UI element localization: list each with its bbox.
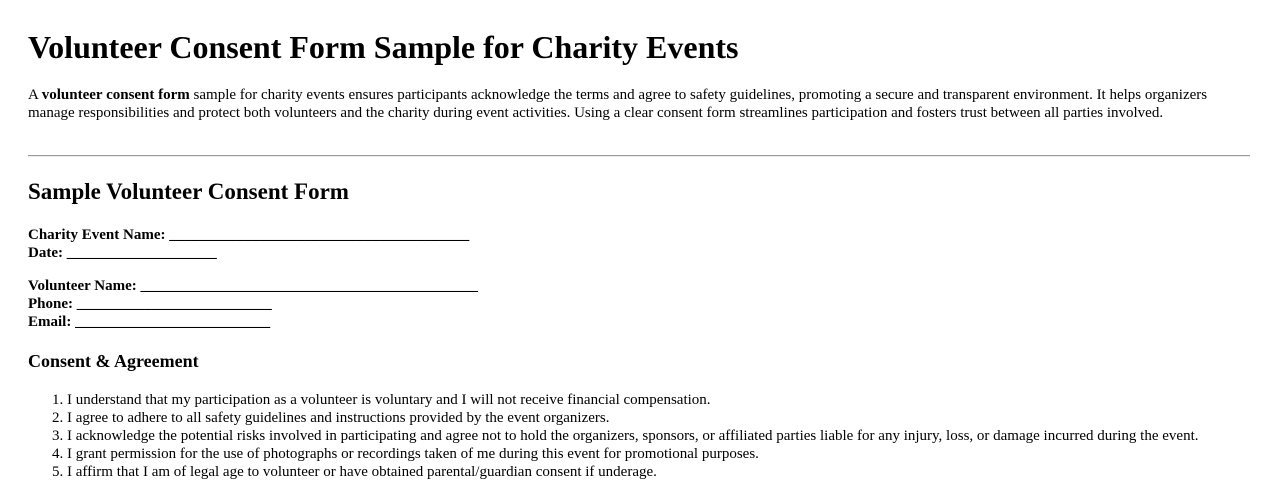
list-item: 5. I affirm that I am of legal age to volunteer or have obtained parental/guardian consent if underage. — [67, 463, 1250, 481]
field-row-date[interactable] — [28, 244, 469, 262]
consent-terms-list — [28, 391, 1250, 481]
field-row-phone[interactable] — [28, 295, 478, 313]
intro-bold-term: volunteer consent form — [41, 87, 190, 103]
intro-rest: sample for charity events ensures participants acknowledge the terms and agree to safety guidelines, promoting a secure and transparent environment. It helps organizers manage responsibilities and protect both volunteers and the charity during event activities. Using a clear consent form streamlines participation and fosters trust between all parties involved. — [28, 87, 1208, 121]
form-heading: Sample Volunteer Consent Form — [28, 179, 349, 204]
list-item: 3. I acknowledge the potential risks involved in participating and agree not to hold the organizers, sponsors, or affiliated parties liable for any injury, loss, or damage incurred during the event. — [67, 427, 1250, 445]
intro-paragraph — [28, 86, 1250, 122]
consent-heading: Consent & Agreement — [28, 351, 199, 371]
field-label: Volunteer Name: — [28, 278, 137, 294]
field-row-event-name[interactable] — [28, 226, 469, 244]
volunteer-fields — [28, 277, 478, 331]
field-label: Email: — [28, 314, 72, 330]
field-blank-line[interactable]: ____________________ — [66, 245, 217, 261]
field-blank-line[interactable]: __________________________ — [76, 296, 272, 312]
page-title: Volunteer Consent Form Sample for Charity Events — [28, 29, 739, 65]
section-divider — [28, 155, 1250, 157]
field-label: Charity Event Name: — [28, 227, 166, 243]
event-fields — [28, 226, 469, 262]
field-blank-line[interactable]: ________________________________________ — [169, 227, 470, 243]
field-row-volunteer-name[interactable] — [28, 277, 478, 295]
field-blank-line[interactable]: _____________________________________________ — [140, 278, 478, 294]
list-item: 4. I grant permission for the use of photographs or recordings taken of me during this event for promotional purposes. — [67, 445, 1250, 463]
list-item: 1. I understand that my participation as a volunteer is voluntary and I will not receive financial compensation. — [67, 391, 1250, 409]
list-item: 2. I agree to adhere to all safety guidelines and instructions provided by the event organizers. — [67, 409, 1250, 427]
field-label: Date: — [28, 245, 63, 261]
field-label: Phone: — [28, 296, 73, 312]
field-blank-line[interactable]: __________________________ — [75, 314, 271, 330]
intro-lead: A — [28, 87, 42, 103]
field-row-email[interactable] — [28, 313, 478, 331]
